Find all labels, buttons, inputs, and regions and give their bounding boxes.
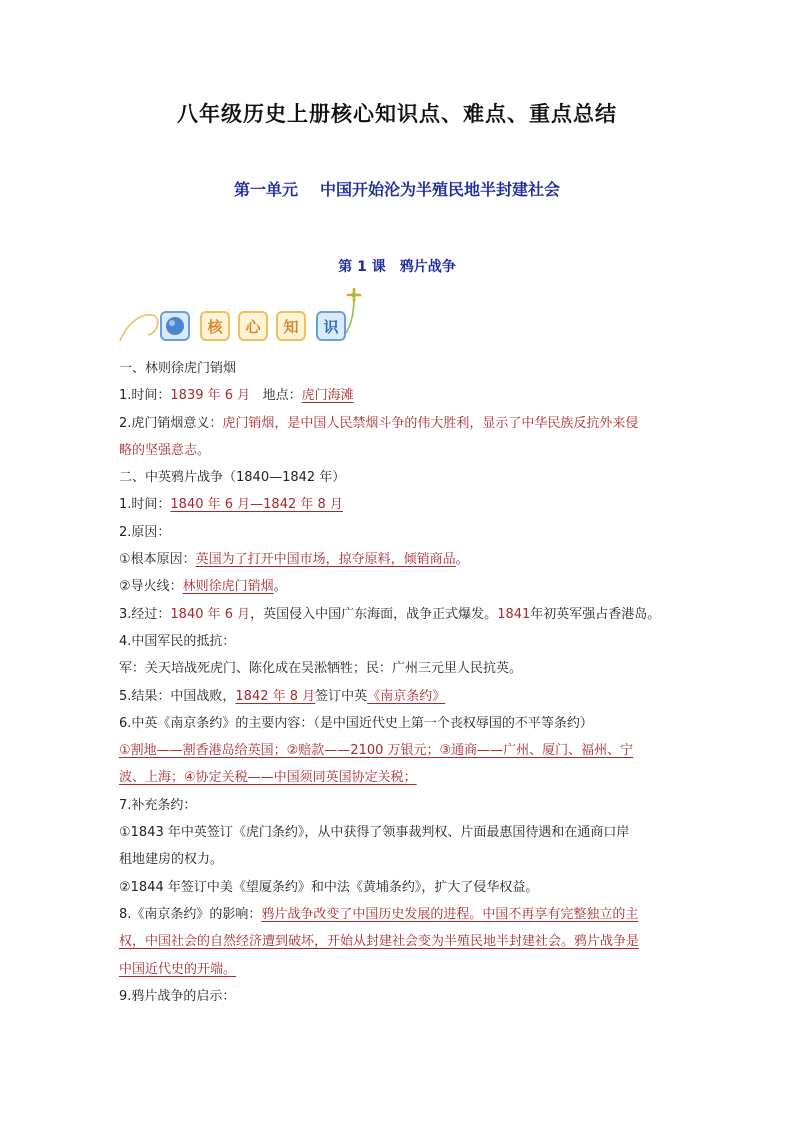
- badge-char-2: 心: [238, 311, 268, 341]
- item-supplementary-2: ②1844 年签订中美《望厦条约》和中法《黄埔条约》，扩大了侵华权益。: [119, 879, 539, 895]
- answer: 1842 年 8 月: [235, 688, 316, 704]
- item-significance-cont: 略的坚强意志。: [119, 442, 211, 458]
- item-treaty-content-a: ①割地——割香港岛给英国；②赔款——2100 万银元；③通商——广州、厦门、福州、宁: [119, 743, 634, 759]
- item-treaty-content: 6.中英《南京条约》的主要内容：（是中国近代史上第一个丧权辱国的不平等条约）: [119, 715, 593, 731]
- lesson-name: 鸦片战争: [399, 259, 456, 275]
- text: 签订中英: [315, 688, 368, 704]
- item-significance: [119, 410, 679, 437]
- badge-char-3: 知: [276, 311, 306, 341]
- answer: 1840 年 6 月: [170, 606, 251, 622]
- label: ①根本原因：: [119, 552, 196, 568]
- badge-char-1: 核: [200, 311, 230, 341]
- item-resistance-detail: 军：关天培战死虎门、陈化成在吴淞牺牲；民：广州三元里人民抗英。: [119, 661, 523, 677]
- label: 2.虎门销烟意义：: [119, 415, 223, 431]
- label: 8.《南京条约》的影响：: [119, 906, 262, 922]
- core-knowledge-badge: [118, 285, 378, 345]
- item-impact-c: 中国近代史的开端。: [119, 961, 237, 977]
- label: 1.时间：: [119, 388, 171, 404]
- answer: 虎门海滩: [301, 388, 354, 404]
- label: 1.时间：: [119, 497, 171, 513]
- text: ，英国侵入中国广东海面，战争正式爆发。: [250, 606, 498, 622]
- lesson-number: 第 1 课: [338, 259, 386, 275]
- unit-name: 中国开始沦为半殖民地半封建社会: [320, 180, 561, 199]
- label: 3.经过：: [119, 606, 171, 622]
- answer: 1840 年 6 月—1842 年 8 月: [170, 497, 343, 513]
- item-impact-b: 权，中国社会的自然经济遭到破坏，开始从封建社会变为半殖民地半封建社会。鸦片战争是: [119, 934, 640, 950]
- item-impact: [119, 901, 679, 928]
- section-heading-2: 二、中英鸦片战争（1840—1842 年）: [119, 470, 346, 486]
- label: 地点：: [262, 388, 302, 404]
- text: 年初英军强占香港岛。: [530, 606, 661, 622]
- label: ②导火线：: [119, 579, 183, 595]
- answer: 林则徐虎门销烟: [182, 579, 274, 595]
- answer: 1839 年 6 月: [170, 388, 251, 404]
- item-fuse: ②导火线：林则徐虎门销烟。: [119, 579, 287, 595]
- unit-heading: [0, 177, 794, 200]
- lesson-content: [119, 355, 679, 1010]
- section-heading-1: 一、林则徐虎门销烟: [119, 361, 237, 376]
- answer: 1841: [497, 606, 531, 622]
- answer: 鸦片战争改变了中国历史发展的进程。中国不再享有完整独立的主: [261, 906, 639, 922]
- badge-number-icon: [160, 311, 190, 341]
- item-process: [119, 601, 679, 628]
- unit-number: 第一单元: [233, 180, 298, 199]
- item-war-time: [119, 491, 679, 518]
- label: 5.结果：中国战败，: [119, 688, 236, 704]
- item-result: [119, 683, 679, 710]
- item-supplementary-1a: ①1843 年中英签订《虎门条约》，从中获得了领事裁判权、片面最惠国待遇和在通商口岸: [119, 825, 630, 841]
- item-root-cause: ①根本原因：英国为了打开中国市场，掠夺原料，倾销商品。: [119, 552, 469, 568]
- document-title: 八年级历史上册核心知识点、难点、重点总结: [177, 102, 617, 126]
- answer: 《南京条约》: [367, 688, 446, 704]
- answer: 虎门销烟，是中国人民禁烟斗争的伟大胜利，显示了中华民族反抗外来侵: [222, 415, 639, 431]
- answer: 英国为了打开中国市场，掠夺原料，倾销商品: [195, 552, 456, 568]
- item-resistance: 4.中国军民的抵抗：: [119, 633, 236, 649]
- badge-char-4: 识: [316, 311, 346, 341]
- item-supplementary: 7.补充条约：: [119, 797, 197, 813]
- item-lessons: 9.鸦片战争的启示：: [119, 988, 236, 1004]
- item-treaty-content-b: 波、上海；④协定关税——中国须同英国协定关税；: [119, 770, 417, 786]
- lesson-heading: [0, 256, 794, 276]
- item-supplementary-1b: 租地建房的权力。: [119, 852, 224, 868]
- item-time-place: [119, 382, 679, 409]
- item-cause: 2.原因：: [119, 524, 171, 540]
